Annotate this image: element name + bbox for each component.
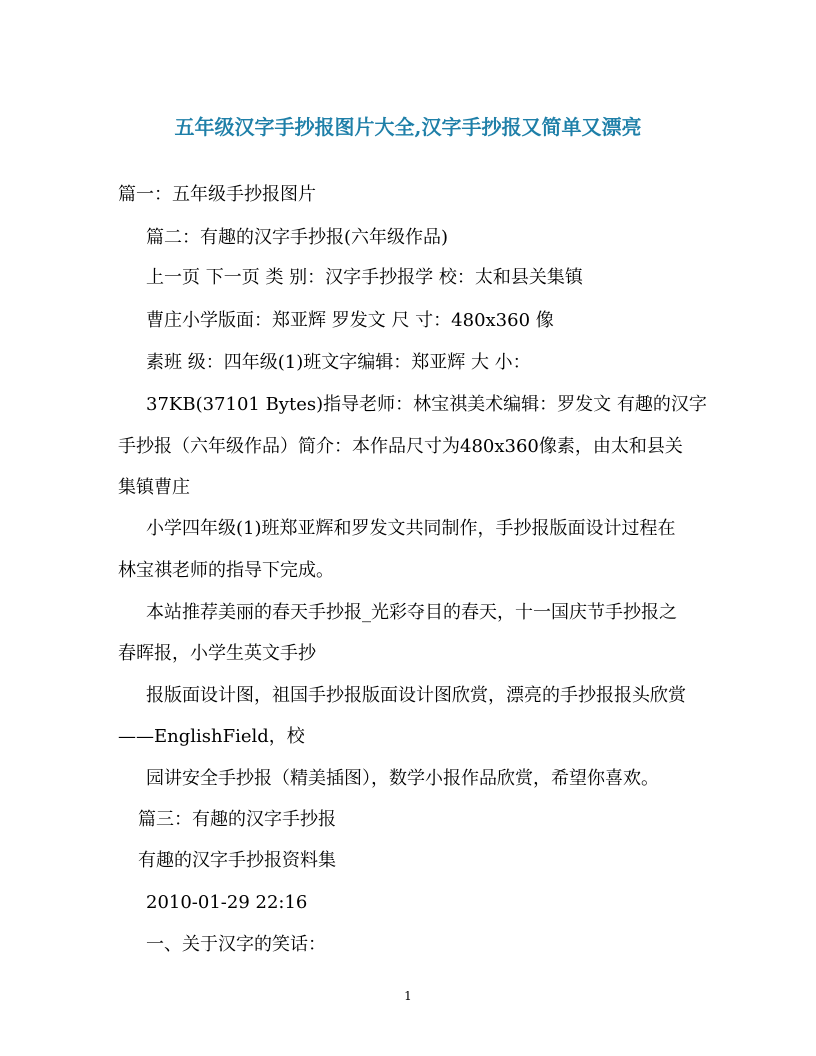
paragraph-line: 篇三：有趣的汉字手抄报: [138, 809, 336, 830]
paragraph-line: 手抄报（六年级作品）简介：本作品尺寸为480x360像素，由太和县关: [118, 436, 683, 457]
document-title: 五年级汉字手抄报图片大全,汉字手抄报又简单又漂亮: [174, 115, 642, 139]
paragraph-line: ——EnglishField，校: [118, 726, 305, 747]
paragraph-line: 集镇曹庄: [118, 477, 190, 498]
paragraph-line: 林宝祺老师的指导下完成。: [118, 560, 334, 581]
paragraph-line: 37KB(37101 Bytes)指导老师：林宝祺美术编辑：罗发文 有趣的汉字: [146, 394, 707, 415]
paragraph-line: 一、关于汉字的笑话：: [146, 934, 326, 955]
paragraph-line: 素班 级：四年级(1)班文字编辑：郑亚辉 大 小：: [146, 352, 531, 373]
paragraph-line: 本站推荐美丽的春天手抄报_光彩夺目的春天，十一国庆节手抄报之: [146, 602, 677, 623]
paragraph-line: 春晖报，小学生英文手抄: [118, 643, 316, 664]
page-number: 1: [404, 989, 412, 1003]
paragraph-line: 园讲安全手抄报（精美插图），数学小报作品欣赏，希望你喜欢。: [146, 768, 659, 789]
paragraph-line: 篇二：有趣的汉字手抄报(六年级作品): [146, 227, 449, 248]
paragraph-line: 曹庄小学版面：郑亚辉 罗发文 尺 寸：480x360 像: [146, 310, 554, 331]
paragraph-line: 篇一：五年级手抄报图片: [118, 184, 316, 205]
paragraph-line: 上一页 下一页 类 别：汉字手抄报学 校：太和县关集镇: [146, 267, 583, 288]
paragraph-line: 有趣的汉字手抄报资料集: [138, 850, 336, 871]
paragraph-line: 2010-01-29 22:16: [146, 892, 308, 913]
paragraph-line: 小学四年级(1)班郑亚辉和罗发文共同制作，手抄报版面设计过程在: [146, 518, 676, 539]
paragraph-line: 报版面设计图，祖国手抄报版面设计图欣赏，漂亮的手抄报报头欣赏: [146, 685, 686, 706]
